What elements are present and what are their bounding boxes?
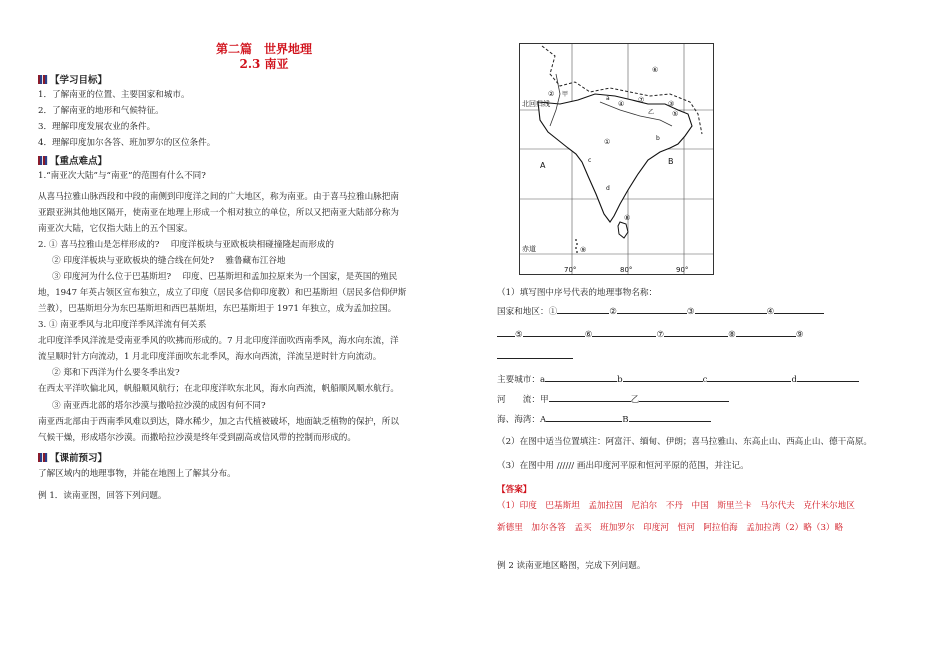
- seas-label: 海、海湾：: [497, 415, 540, 425]
- preview-heading: [38, 450, 107, 464]
- south-asia-map: [519, 43, 714, 275]
- lon-80-label: 80°: [620, 266, 633, 274]
- blank-2[interactable]: [617, 313, 687, 314]
- preview-label: 【课前预习】: [50, 453, 108, 464]
- marker-3: ③: [686, 307, 695, 317]
- equator-label: 赤道: [522, 245, 536, 253]
- marker-6: ③: [668, 100, 675, 108]
- city-b-label: b: [656, 135, 660, 142]
- goals-heading: [38, 72, 107, 86]
- key-line: 南亚西北部由于西南季风难以到达，降水稀少，加之古代植被破坏，地面缺乏植物的保护，所以: [38, 417, 399, 427]
- rivers-label: 河 流：: [497, 395, 540, 405]
- lesson-title: 2.3 南亚: [239, 57, 289, 71]
- north-tropic-label: 北回归线: [522, 100, 550, 108]
- cities-label: 主要城市：: [497, 375, 540, 385]
- key-line: 从喜马拉雅山脉西段和中段的南侧到印度洋之间的广大地区，称为南亚。由于喜马拉雅山脉把南: [38, 192, 399, 202]
- maldives-dots: [575, 239, 578, 253]
- blank-d[interactable]: [797, 381, 859, 382]
- key-heading: [38, 153, 107, 167]
- blank-5[interactable]: [523, 336, 585, 337]
- river-yi: 乙: [630, 395, 640, 405]
- section-icon: [38, 156, 48, 165]
- blank-8[interactable]: [736, 336, 796, 337]
- sea-b: B: [622, 415, 629, 425]
- blank-1[interactable]: [557, 313, 609, 314]
- marker-3: ①: [604, 138, 611, 146]
- key-line: 兰教），巴基斯坦分为东巴基斯坦和西巴基斯坦，东巴基斯坦于 1971 年独立，成为孟加拉国。: [38, 304, 397, 314]
- marker-8: ⑧: [728, 330, 736, 340]
- countries-row-2: [497, 329, 804, 341]
- key-line: 亚跟亚洲其他地区隔开，使南亚在地理上形成一个相对独立的单位，所以又把南亚大陆部分称为: [38, 208, 399, 218]
- q2: （2）在图中适当位置填注：阿富汗、缅甸、伊朗；喜马拉雅山、东高止山、西高止山、德干高原。: [497, 437, 873, 447]
- key-line: 2. ① 喜马拉雅山是怎样形成的? 印度洋板块与亚欧板块相碰撞隆起而形成的: [38, 240, 335, 250]
- marker-9: ⑨: [795, 330, 804, 340]
- key-label: 【重点难点】: [50, 156, 108, 167]
- blank-4[interactable]: [774, 313, 824, 314]
- city-a: a: [539, 375, 546, 385]
- blank-3[interactable]: [695, 313, 767, 314]
- blank-a[interactable]: [545, 381, 617, 382]
- rivers-row: [497, 394, 729, 406]
- sea-b-label: B: [668, 157, 674, 166]
- key-line: ③ 印度河为什么位于巴基斯坦? 印度、巴基斯坦和孟加拉原来为一个国家，是英国的殖民: [52, 272, 398, 282]
- marker-5: ⑦: [638, 96, 645, 104]
- part-title: 第二篇 世界地理: [215, 42, 312, 56]
- marker-2: ②: [609, 307, 617, 317]
- blank-sea-a[interactable]: [546, 421, 622, 422]
- section-icon: [38, 453, 48, 462]
- marker-8: ⑧: [624, 214, 631, 222]
- answer-label: 【答案】: [497, 485, 532, 495]
- marker-1: ⑥: [652, 66, 659, 74]
- key-line: 3. ① 南亚季风与北印度洋季风洋流有何关系: [38, 320, 207, 330]
- seas-row: [497, 414, 711, 426]
- blank-c[interactable]: [707, 381, 791, 382]
- blank-6[interactable]: [592, 336, 656, 337]
- key-line: 地，1947 年英占领区宣布独立，成立了印度（居民多信仰印度教）和巴基斯坦（居民多信仰伊斯: [38, 288, 407, 298]
- marker-5: ⑤: [515, 330, 523, 340]
- cities-row: [497, 374, 859, 386]
- blank-sea-b[interactable]: [629, 421, 711, 422]
- marker-4: ④: [618, 100, 625, 108]
- sea-a-label: A: [540, 161, 546, 170]
- key-line: 1.“南亚次大陆”与“南亚”的范围有什么不同?: [38, 171, 206, 181]
- blank-yi[interactable]: [639, 401, 729, 402]
- marker-6: ⑥: [584, 330, 593, 340]
- blank-7[interactable]: [664, 336, 728, 337]
- city-d-label: d: [606, 185, 610, 192]
- answer-line-1: （1）印度 巴基斯坦 孟加拉国 尼泊尔 不丹 中国 斯里兰卡 马尔代夫 克什米尔地区: [497, 501, 855, 511]
- q1-title: （1）填写图中序号代表的地理事物名称：: [497, 288, 658, 298]
- goal-item: 4．理解印度加尔各答、班加罗尔的区位条件。: [38, 138, 216, 148]
- blank-jia[interactable]: [549, 401, 631, 402]
- countries-row-3: [497, 351, 573, 363]
- marker-2: ②: [548, 90, 555, 98]
- preview-line: 了解区域内的地理事物，并能在地图上了解其分布。: [38, 469, 236, 479]
- goal-item: 2．了解南亚的地形和气候特征。: [38, 106, 164, 116]
- key-line: 南亚次大陆，它仅指大陆上的五个国家。: [38, 224, 193, 234]
- key-line: 流呈顺时针方向流动，1 月北印度洋面吹东北季风，海水向西流，洋流呈逆时针方向流动。: [38, 352, 382, 362]
- river-yi-label: 乙: [648, 109, 655, 116]
- lon-90-label: 90°: [676, 266, 689, 274]
- key-line: 北印度洋季风洋流是受南亚季风的吹拂而形成的。7 月北印度洋面吹西南季风，海水向东流，洋: [38, 336, 399, 346]
- river-jia-label: 甲: [562, 91, 569, 98]
- goal-item: 3．理解印度发展农业的条件。: [38, 122, 156, 132]
- marker-4: ④: [766, 307, 775, 317]
- marker-1: ①: [548, 307, 558, 317]
- key-line: 气候干燥，形成塔尔沙漠。而撒哈拉沙漠是终年受到副高或信风带的控制而形成的。: [38, 433, 356, 443]
- lon-70-label: 70°: [564, 266, 577, 274]
- preview-line: 例 1．读南亚图，回答下列问题。: [38, 491, 167, 501]
- blank-b[interactable]: [623, 381, 703, 382]
- example-2: 例 2 读南亚地区略图，完成下列问题。: [497, 561, 646, 571]
- key-line: ③ 南亚西北部的塔尔沙漠与撒哈拉沙漠的成因有何不同?: [52, 401, 266, 411]
- q3: （3）在图中用 ////// 画出印度河平原和恒河平原的范围，并注记。: [497, 461, 749, 471]
- section-icon: [38, 75, 48, 84]
- countries-label: 国家和地区：: [497, 307, 549, 317]
- blank-4-cont[interactable]: [497, 336, 515, 337]
- marker-7: ⑤: [672, 110, 679, 118]
- answer-line-2: 新德里 加尔各答 孟买 班加罗尔 印度河 恒河 阿拉伯海 孟加拉湾（2）略（3）略: [497, 523, 844, 533]
- key-line: 在西太平洋吹偏北风，帆船顺风航行；在北印度洋吹东北风，海水向西流，帆船顺风顺水航行。: [38, 384, 399, 394]
- marker-9: ⑨: [580, 246, 587, 254]
- city-c-label: c: [588, 157, 592, 164]
- countries-row-1: [497, 306, 824, 318]
- sri-lanka-outline: [618, 222, 628, 238]
- river-jia: 甲: [539, 395, 549, 405]
- goals-label: 【学习目标】: [50, 75, 108, 86]
- goal-item: 1．了解南亚的位置、主要国家和城市。: [38, 90, 190, 100]
- sea-a: A: [539, 415, 547, 425]
- marker-7: ⑦: [656, 330, 665, 340]
- city-b: b: [617, 375, 623, 385]
- city-c: c: [702, 375, 708, 385]
- key-line: ② 印度洋板块与亚欧板块的缝合线在何处? 雅鲁藏布江谷地: [52, 256, 286, 266]
- blank-9[interactable]: [497, 358, 573, 359]
- city-a-label: a: [606, 95, 610, 102]
- key-line: ② 郑和下西洋为什么要冬季出发?: [52, 368, 180, 378]
- city-d: d: [791, 375, 797, 385]
